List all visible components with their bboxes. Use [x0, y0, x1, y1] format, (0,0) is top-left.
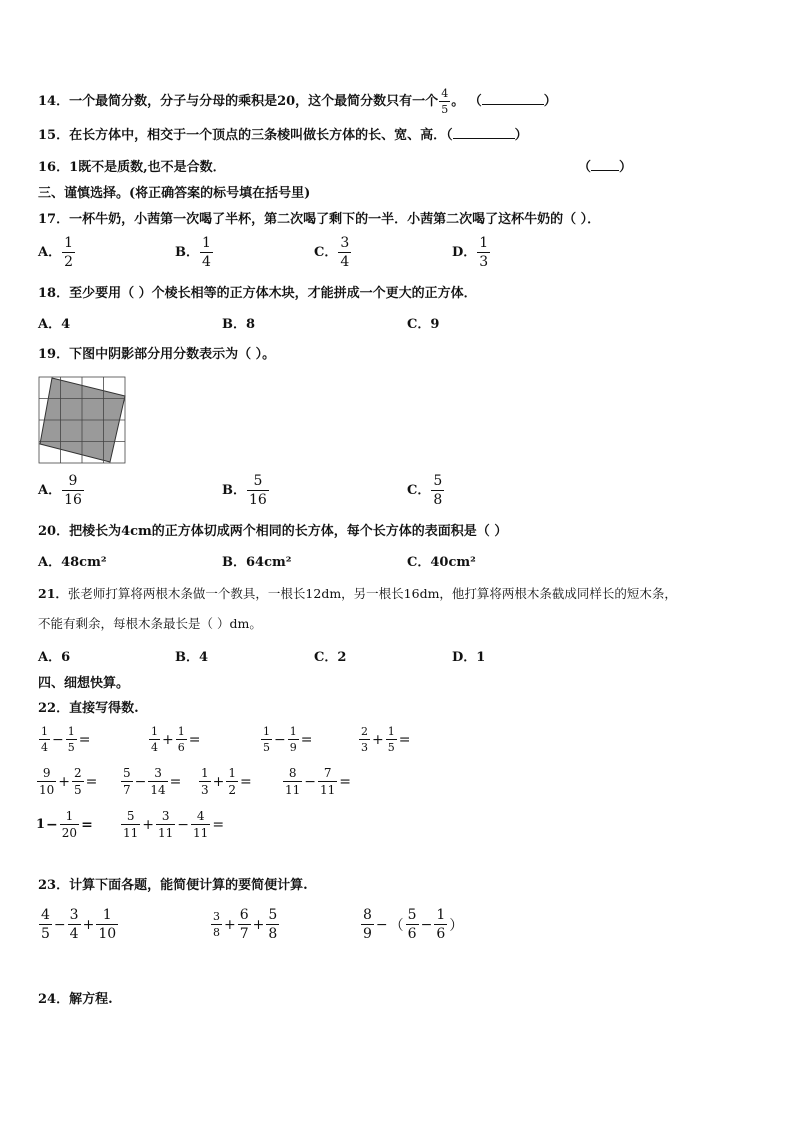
q17-number: 17．	[38, 212, 70, 227]
fraction-bar	[68, 924, 81, 925]
question-16	[38, 156, 226, 175]
denominator: 3	[361, 741, 368, 754]
option-fraction	[247, 474, 269, 507]
q24-text: 解方程.	[69, 992, 113, 1007]
denominator: 4	[151, 741, 158, 754]
numerator: 1	[67, 725, 75, 738]
equals-sign: =	[300, 731, 313, 748]
question-21-line-1	[38, 584, 677, 602]
q19-grid-figure	[38, 376, 128, 464]
q22-expression-1	[38, 726, 91, 753]
question-14	[38, 88, 557, 115]
denominator: 11	[158, 826, 174, 840]
numerator: 1	[201, 766, 209, 780]
numerator: 9	[68, 473, 78, 489]
fraction	[361, 908, 374, 941]
plus-sign: +	[82, 916, 95, 933]
fraction-bar	[266, 924, 279, 925]
option-fraction	[62, 236, 75, 269]
fraction-bar	[211, 924, 222, 925]
numerator: 1	[151, 725, 158, 738]
numerator: 3	[213, 910, 220, 923]
q24-number: 24．	[38, 992, 70, 1007]
equals-sign: =	[212, 816, 225, 833]
question-21-line-2: 不能有剩余，每根木条最长是（ ）dm。	[38, 616, 262, 631]
q18-text: 至少要用（ ）个棱长相等的正方体木块，才能拼成一个更大的正方体．	[69, 286, 477, 301]
fraction	[261, 726, 272, 753]
fraction	[226, 767, 238, 796]
numerator: 1	[228, 766, 237, 780]
fraction-bar	[37, 781, 56, 782]
plus-sign: +	[224, 916, 236, 933]
fraction-bar	[318, 781, 337, 782]
denominator: 16	[249, 492, 267, 508]
option-value: 48cm²	[61, 555, 107, 570]
equals-sign: =	[78, 731, 91, 748]
equals-sign: =	[169, 773, 182, 790]
fraction-bar	[288, 739, 299, 740]
fraction	[96, 908, 118, 941]
question-17	[38, 208, 600, 227]
denominator: 3	[201, 783, 209, 797]
q17-option-a[interactable]	[38, 236, 76, 269]
fraction	[37, 767, 56, 796]
minus-sign: −	[375, 916, 388, 933]
q21-text-line-1: 张老师打算将两根木条做一个教具，一根长12dm，另一根长16dm，他打算将两根木条截成同样长的短木条，	[67, 586, 677, 601]
fraction-bar	[261, 739, 272, 740]
q17-option-d[interactable]	[452, 236, 491, 269]
fraction	[72, 767, 84, 796]
integer-one: 1	[36, 817, 46, 832]
option-value: 40cm²	[430, 555, 476, 570]
denominator: 4	[202, 254, 211, 270]
denominator: 6	[436, 926, 446, 942]
numerator: 4	[41, 907, 50, 923]
numerator: 4	[196, 809, 205, 823]
fraction-bar	[149, 739, 160, 740]
numerator: 2	[74, 766, 82, 780]
denominator: 6	[407, 926, 417, 942]
q19-option-a[interactable]	[38, 474, 85, 507]
option-value: 2	[337, 650, 347, 665]
denominator: 8	[433, 492, 443, 508]
denominator: 20	[61, 826, 78, 840]
plus-sign: +	[212, 773, 225, 790]
q20-option-b[interactable]	[222, 551, 291, 570]
fraction-bar	[62, 490, 84, 491]
q18-option-b[interactable]	[222, 313, 255, 332]
fraction	[176, 726, 187, 753]
q14-text: 一个最简分数，分子与分母的乘积是20，这个最简分数只有一个	[69, 94, 439, 109]
q19-option-c[interactable]	[407, 474, 445, 507]
denominator: 4	[340, 254, 350, 270]
section-4-heading: 四、细想快算。	[38, 676, 130, 691]
equals-sign: =	[188, 731, 201, 748]
option-fraction	[62, 474, 84, 507]
numerator: 4	[441, 87, 449, 100]
q15-close: ）	[514, 128, 528, 143]
denominator: 16	[64, 492, 82, 508]
q19-number: 19．	[38, 347, 70, 362]
numerator: 8	[288, 766, 297, 780]
fraction-bar	[148, 781, 167, 782]
fraction-bar	[200, 252, 213, 253]
q15-text: 在长方体中，相交于一个顶点的三条棱叫做长方体的长、宽、高．（	[69, 128, 453, 143]
q16-close: ）	[619, 160, 633, 175]
fraction	[266, 908, 279, 941]
fraction	[149, 726, 160, 753]
fraction-bar	[338, 252, 351, 253]
q22-number: 22．	[38, 701, 70, 716]
fraction-bar	[386, 739, 397, 740]
numerator: 5	[126, 809, 135, 823]
minus-sign: −	[52, 731, 64, 748]
option-fraction	[338, 236, 351, 269]
fraction-bar	[39, 739, 50, 740]
denominator: 2	[228, 783, 237, 797]
numerator: 5	[253, 473, 263, 489]
fraction-bar	[60, 824, 79, 825]
numerator: 3	[154, 766, 162, 780]
equals-sign: =	[339, 773, 352, 790]
minus-sign: −	[53, 916, 66, 933]
fraction	[191, 810, 210, 839]
option-value: 8	[246, 317, 256, 332]
numerator: 7	[323, 766, 332, 780]
fraction-bar	[176, 739, 187, 740]
minus-sign: −	[420, 916, 433, 933]
denominator: 10	[39, 783, 55, 797]
q23-expression-3	[360, 908, 464, 941]
fraction	[39, 726, 50, 753]
numerator: 6	[239, 907, 249, 923]
q16-open: （	[578, 160, 592, 175]
q23-expression-2	[210, 908, 280, 941]
q21-number: 21．	[38, 586, 68, 601]
fraction	[283, 767, 302, 796]
equals-sign: =	[85, 773, 98, 790]
q14-open: 。 （	[451, 94, 482, 109]
fraction-bar	[477, 252, 490, 253]
numerator: 1	[479, 235, 489, 251]
section-3-heading: 三、谨慎选择。(将正确答案的标号填在括号里)	[38, 186, 311, 201]
fraction	[406, 908, 419, 941]
fraction	[148, 767, 167, 796]
fraction-bar	[406, 924, 419, 925]
denominator: 3	[479, 254, 489, 270]
q22-expression-9	[36, 810, 94, 839]
fraction-bar	[39, 924, 52, 925]
denominator: 14	[150, 783, 166, 797]
fraction	[238, 908, 251, 941]
numerator: 5	[433, 473, 443, 489]
q23-text: 计算下面各题，能简便计算的要简便计算.	[69, 878, 308, 893]
fraction	[66, 726, 77, 753]
denominator: 5	[67, 741, 75, 754]
fraction-bar	[238, 924, 251, 925]
q19-text: 下图中阴影部分用分数表示为（ ）。	[69, 347, 276, 362]
q14-number: 14．	[38, 94, 70, 109]
option-value: 4	[199, 650, 209, 665]
fraction	[39, 908, 52, 941]
option-fraction	[431, 474, 444, 507]
option-label: C．	[314, 245, 338, 260]
option-label: A．	[38, 245, 62, 260]
fraction	[386, 726, 397, 753]
question-19	[38, 343, 275, 362]
fraction	[359, 726, 370, 753]
fraction-bar	[247, 490, 269, 491]
option-label: C．	[407, 317, 431, 332]
option-value: 9	[430, 317, 440, 332]
numerator: 5	[268, 907, 278, 923]
numerator: 1	[65, 809, 74, 823]
denominator: 7	[239, 926, 249, 942]
numerator: 1	[436, 907, 446, 923]
q16-answer	[578, 156, 632, 175]
numerator: 1	[102, 907, 112, 923]
fraction-bar	[283, 781, 302, 782]
denominator: 2	[64, 254, 74, 270]
denominator: 6	[177, 741, 185, 754]
option-label: B．	[222, 483, 246, 498]
denominator: 5	[263, 741, 270, 754]
q20-text: 把棱长为4cm的正方体切成两个相同的长方体，每个长方体的表面积是（ ）	[69, 524, 508, 539]
q14-answer-blank[interactable]	[482, 93, 544, 105]
fraction	[121, 810, 140, 839]
option-label: B．	[222, 317, 246, 332]
option-label: B．	[175, 245, 199, 260]
denominator: 5	[41, 926, 50, 942]
denominator: 9	[363, 926, 372, 942]
q22-expression-2	[148, 726, 201, 753]
q15-number: 15．	[38, 128, 70, 143]
q18-option-c[interactable]	[407, 313, 439, 332]
option-label: C．	[407, 483, 431, 498]
option-fraction	[200, 236, 213, 269]
question-15	[38, 124, 528, 143]
option-value: 6	[61, 650, 71, 665]
numerator: 1	[64, 235, 74, 251]
fraction	[434, 908, 447, 941]
fraction-bar	[96, 924, 118, 925]
equals-sign: =	[81, 816, 93, 833]
q21-option-b[interactable]	[175, 646, 208, 665]
q16-text: 1既不是质数,也不是合数．	[69, 160, 226, 175]
denominator: 11	[285, 783, 301, 797]
option-label: A．	[38, 483, 62, 498]
q22-expression-4	[358, 726, 411, 753]
fraction-bar	[434, 924, 447, 925]
option-label: A．	[38, 650, 62, 665]
fraction-bar	[361, 924, 374, 925]
question-18	[38, 282, 477, 301]
fraction-bar	[121, 781, 133, 782]
numerator: 1	[263, 725, 270, 738]
denominator: 9	[289, 741, 297, 754]
fraction	[199, 767, 211, 796]
fraction	[68, 908, 81, 941]
denominator: 8	[268, 926, 278, 942]
fraction-bar	[431, 490, 444, 491]
q20-number: 20．	[38, 524, 70, 539]
question-24	[38, 988, 113, 1007]
option-value: 4	[61, 317, 71, 332]
fraction	[211, 911, 222, 938]
minus-sign: −	[46, 816, 58, 833]
q17-option-c[interactable]	[314, 236, 352, 269]
option-fraction	[477, 236, 490, 269]
q17-text: 一杯牛奶，小茜第一次喝了半杯，第二次喝了剩下的一半．小茜第二次喝了这杯牛奶的（ ）．	[69, 212, 601, 227]
option-label: B．	[175, 650, 199, 665]
denominator: 11	[123, 826, 139, 840]
fraction-bar	[156, 824, 175, 825]
numerator: 3	[340, 235, 350, 251]
fraction	[288, 726, 299, 753]
plus-sign: +	[252, 916, 265, 933]
denominator: 5	[441, 103, 449, 116]
denominator: 5	[387, 741, 395, 754]
q22-expression-5	[36, 767, 98, 796]
left-paren: （	[389, 917, 404, 934]
denominator: 5	[74, 783, 82, 797]
q22-expression-8	[282, 767, 352, 796]
fraction-bar	[191, 824, 210, 825]
option-label: D．	[452, 245, 477, 260]
q21-option-c[interactable]	[314, 646, 346, 665]
q14-fraction	[439, 88, 450, 115]
denominator: 11	[320, 783, 336, 797]
denominator: 7	[123, 783, 131, 797]
denominator: 4	[41, 741, 48, 754]
option-value: 64cm²	[246, 555, 292, 570]
equals-sign: =	[398, 731, 411, 748]
minus-sign: −	[304, 773, 317, 790]
q22-expression-6	[120, 767, 182, 796]
numerator: 5	[407, 907, 417, 923]
numerator: 1	[289, 725, 297, 738]
option-value: 1	[476, 650, 486, 665]
numerator: 5	[123, 766, 131, 780]
q17-option-b[interactable]	[175, 236, 214, 269]
denominator: 8	[213, 926, 220, 939]
q23-number: 23．	[38, 878, 70, 893]
q20-option-c[interactable]	[407, 551, 476, 570]
denominator: 11	[193, 826, 209, 840]
q22-expression-3	[260, 726, 313, 753]
plus-sign: +	[162, 731, 174, 748]
fraction-bar	[439, 101, 450, 102]
question-22	[38, 697, 139, 716]
q22-expression-7	[198, 767, 253, 796]
fraction	[121, 767, 133, 796]
fraction-bar	[62, 252, 75, 253]
q16-answer-blank[interactable]	[591, 159, 619, 171]
q18-number: 18．	[38, 286, 70, 301]
q15-answer-blank[interactable]	[453, 127, 515, 139]
minus-sign: −	[134, 773, 147, 790]
fraction	[60, 810, 79, 839]
numerator: 2	[361, 725, 368, 738]
question-23	[38, 874, 308, 893]
numerator: 1	[41, 725, 48, 738]
fraction-bar	[199, 781, 211, 782]
fraction	[318, 767, 337, 796]
fraction-bar	[121, 824, 140, 825]
numerator: 1	[202, 235, 211, 251]
option-label: D．	[452, 650, 477, 665]
plus-sign: +	[142, 816, 155, 833]
numerator: 3	[69, 907, 79, 923]
fraction-bar	[359, 739, 370, 740]
numerator: 1	[387, 725, 395, 738]
option-label: A．	[38, 555, 62, 570]
numerator: 1	[177, 725, 185, 738]
option-label: C．	[407, 555, 431, 570]
q23-expression-1	[38, 908, 119, 941]
q20-option-a[interactable]	[38, 551, 107, 570]
q22-expression-10	[120, 810, 225, 839]
q16-number: 16．	[38, 160, 70, 175]
equals-sign: =	[240, 773, 252, 790]
fraction	[156, 810, 175, 839]
q18-option-a[interactable]	[38, 313, 70, 332]
fraction-bar	[72, 781, 84, 782]
option-label: C．	[314, 650, 338, 665]
q14-close: ）	[543, 94, 557, 109]
q21-option-a[interactable]	[38, 646, 70, 665]
q22-text: 直接写得数.	[69, 701, 139, 716]
question-20	[38, 520, 507, 539]
q19-option-b[interactable]	[222, 474, 270, 507]
denominator: 4	[69, 926, 79, 942]
minus-sign: −	[274, 731, 286, 748]
fraction-bar	[66, 739, 77, 740]
option-label: A．	[38, 317, 62, 332]
denominator: 10	[98, 926, 117, 942]
plus-sign: +	[58, 773, 71, 790]
fraction-bar	[226, 781, 238, 782]
plus-sign: +	[372, 731, 384, 748]
numerator: 9	[42, 766, 51, 780]
q21-option-d[interactable]	[452, 646, 485, 665]
minus-sign: −	[177, 816, 190, 833]
option-label: B．	[222, 555, 246, 570]
numerator: 3	[161, 809, 170, 823]
right-paren: ）	[449, 917, 464, 934]
numerator: 8	[363, 907, 372, 923]
